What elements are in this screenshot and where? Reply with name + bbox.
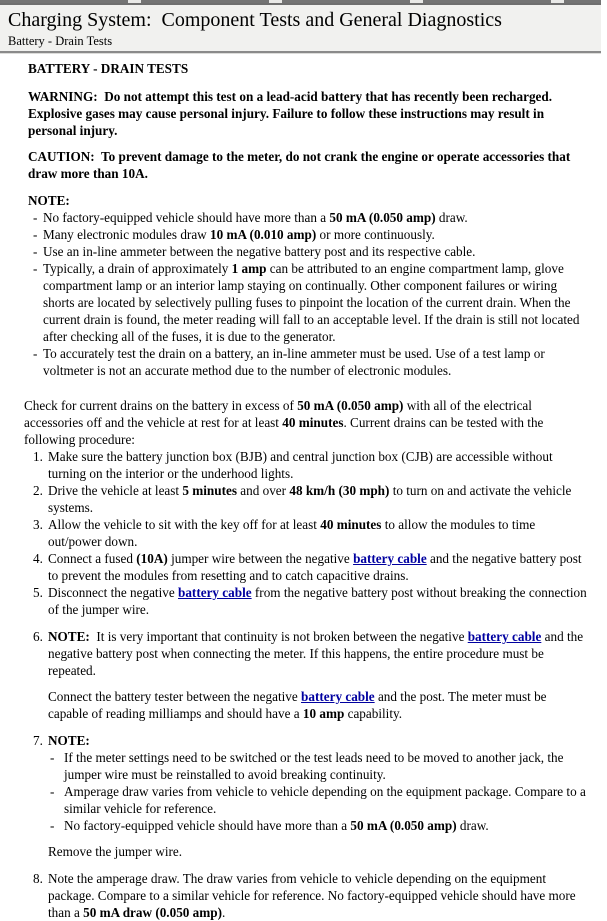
step-text [48, 550, 587, 584]
step-number: 7. [33, 733, 43, 748]
step-text [48, 482, 587, 516]
emphasis-text: 5 minutes [182, 483, 237, 498]
note-item [28, 209, 587, 226]
dash-bullet: - [50, 784, 55, 799]
emphasis-text: CAUTION: To prevent damage to the meter, do not crank the engine or operate accessories that draw more than 10A. [28, 149, 574, 181]
emphasis-text: 40 minutes [320, 517, 382, 532]
page-title: Charging System: Component Tests and General Diagnostics [8, 9, 502, 31]
dash-bullet: - [33, 346, 38, 361]
step-number: 8. [33, 871, 43, 886]
body-text: . Current drains can be tested with the following procedure: [24, 415, 547, 447]
step-body [48, 550, 587, 584]
step-note-list [48, 749, 590, 834]
dash-bullet: - [50, 750, 55, 765]
bullet-text [43, 209, 587, 226]
body-text: capability. [344, 706, 403, 721]
dash-bullet: - [33, 227, 38, 242]
body-text: jumper wire between the negative [167, 551, 354, 566]
step-text [48, 870, 587, 921]
note-list [28, 209, 587, 379]
body-text: It is very important that continuity is not broken between the negative [89, 629, 468, 644]
bullet-text [43, 260, 587, 345]
step-body [48, 482, 587, 516]
step-note-item [48, 817, 587, 834]
body-text: and the negative battery post to prevent the modules from resetting and to catch capacitive drains. [48, 551, 585, 583]
procedure-step [24, 448, 587, 482]
body-text: and over [236, 483, 290, 498]
bullet-text [43, 345, 587, 379]
step-body [48, 732, 590, 860]
note-item [28, 226, 587, 243]
body-text: To accurately test the drain on a battery, an in-line ammeter must be used. Use of a test lamp or voltmeter is not an accurate method due to the number of electronic modules. [43, 346, 549, 378]
step-number: 5. [33, 585, 43, 600]
body-text: If the meter settings need to be switched or the test leads need to be moved to another jack, the jumper wire must be reinstalled to avoid breaking continuity. [64, 750, 567, 782]
step-note-item [48, 749, 587, 783]
step-text [48, 448, 587, 482]
emphasis-text: NOTE: [48, 733, 90, 748]
body-text: Drive the vehicle at least [48, 483, 183, 498]
body-text: No factory-equipped vehicle should have more than a [43, 210, 330, 225]
battery-cable-link[interactable]: battery cable [178, 585, 252, 600]
body-text: draw. [435, 210, 468, 225]
body-text: Connect the battery tester between the negative [48, 689, 302, 704]
body-text: Remove the jumper wire. [48, 844, 183, 859]
bullet-text [43, 226, 587, 243]
body-text: and the post. The meter must be capable of reading milliamps and should have a [48, 689, 550, 721]
step-number: 6. [33, 629, 43, 644]
step-body [48, 584, 590, 618]
body-text: with all of the electrical accessories off and the vehicle at rest for at least [24, 398, 536, 430]
body-text: Disconnect the negative [48, 585, 178, 600]
body-text: or more continuously. [316, 227, 435, 242]
body-text: Note the amperage draw. The draw varies from vehicle to vehicle depending on the equipment package. Compare to a similar vehicle for reference. No factory-equipped vehicle should have more than a [48, 871, 579, 920]
body-text: to allow the modules to time out/power down. [48, 517, 539, 549]
note-item [28, 345, 587, 379]
step-number: 3. [33, 517, 43, 532]
procedure-step [24, 584, 590, 618]
step-number: 4. [33, 551, 43, 566]
step-body [48, 870, 587, 921]
procedure-step [24, 732, 590, 860]
body-text: Use an in-line ammeter between the negative battery post and its respective cable. [43, 244, 476, 259]
procedure-list [24, 448, 590, 921]
step-body [48, 516, 587, 550]
step-text [48, 628, 587, 679]
emphasis-text: 50 mA (0.050 amp) [297, 398, 404, 413]
bullet-text [64, 749, 587, 783]
step-number: 2. [33, 483, 43, 498]
body-text: . [222, 905, 226, 920]
emphasis-text: 50 mA (0.050 amp) [329, 210, 436, 225]
battery-cable-link[interactable]: battery cable [467, 629, 542, 644]
intro-paragraph [24, 397, 587, 448]
bullet-text [64, 817, 587, 834]
note-item [28, 260, 587, 345]
emphasis-text: 50 mA (0.050 amp) [350, 818, 457, 833]
section-heading: BATTERY - DRAIN TESTS [28, 61, 189, 76]
body-text: Make sure the battery junction box (BJB) and central junction box (CJB) are accessible without turning on the interior or the underhood lights. [48, 449, 556, 481]
body-text: Check for current drains on the battery in excess of [24, 398, 298, 413]
emphasis-text: 1 amp [231, 261, 267, 276]
dash-bullet: - [33, 210, 38, 225]
procedure-step [24, 516, 587, 550]
procedure-step [24, 482, 587, 516]
step-body [48, 628, 587, 722]
procedure-step [24, 628, 587, 722]
breadcrumb-subtitle: Battery - Drain Tests [8, 34, 113, 48]
body-text: and the negative battery post when connecting the meter. If this happens, the entire procedure must be repeated. [48, 629, 587, 678]
body-text: No factory-equipped vehicle should have more than a [64, 818, 351, 833]
body-text: Amperage draw varies from vehicle to vehicle depending on the equipment package. Compare to a similar vehicle for reference. [64, 784, 590, 816]
step-text [48, 584, 590, 618]
body-text: can be attributed to an engine compartment lamp, glove compartment lamp or an interior lamp staying on continually. Other component failures or wiring shorts are located by selectively pulling fuses to pinpoint the location of the current drain. When the current drain is found, the meter reading will fall to an acceptable level. If the drain is still not located after checking all of the fuses, it is due to the generator. [43, 261, 583, 344]
dash-bullet: - [33, 244, 38, 259]
step-paragraph [48, 688, 587, 722]
document-body [0, 54, 607, 921]
emphasis-text: 10 mA (0.010 amp) [210, 227, 317, 242]
body-text: Allow the vehicle to sit with the key off for at least [48, 517, 321, 532]
dash-bullet: - [50, 818, 55, 833]
note-item [28, 243, 587, 260]
body-text: to turn on and activate the vehicle systems. [48, 483, 575, 515]
emphasis-text: (10A) [136, 551, 168, 566]
caution-paragraph [28, 148, 587, 182]
warning-paragraph [28, 88, 587, 139]
bullet-text [64, 783, 590, 817]
emphasis-text: 50 mA draw (0.050 amp) [83, 905, 222, 920]
battery-cable-link[interactable]: battery cable [353, 551, 427, 566]
header [0, 5, 601, 53]
step-paragraph [48, 843, 587, 860]
emphasis-text: NOTE: [48, 629, 90, 644]
body-text: Typically, a drain of approximately [43, 261, 232, 276]
step-text [48, 516, 587, 550]
battery-cable-link[interactable]: battery cable [301, 689, 375, 704]
note-label: NOTE: [28, 193, 70, 208]
body-text: from the negative battery post without breaking the connection of the jumper wire. [48, 585, 590, 617]
step-note-item [48, 783, 590, 817]
emphasis-text: WARNING: Do not attempt this test on a lead-acid battery that has recently been recharged. Explosive gases may cause personal injury. Failure to follow these instructions may result in personal injury. [28, 89, 556, 138]
procedure-step [24, 550, 587, 584]
body-text: draw. [456, 818, 489, 833]
bullet-text [43, 243, 587, 260]
procedure-step [24, 870, 587, 921]
step-body [48, 448, 587, 482]
body-text: Connect a fused [48, 551, 137, 566]
step-text [48, 732, 587, 749]
step-number: 1. [33, 449, 43, 464]
emphasis-text: 10 amp [302, 706, 345, 721]
emphasis-text: 48 km/h (30 mph) [289, 483, 390, 498]
top-block [28, 60, 587, 379]
emphasis-text: 40 minutes [282, 415, 344, 430]
dash-bullet: - [33, 261, 38, 276]
body-text: Many electronic modules draw [43, 227, 210, 242]
